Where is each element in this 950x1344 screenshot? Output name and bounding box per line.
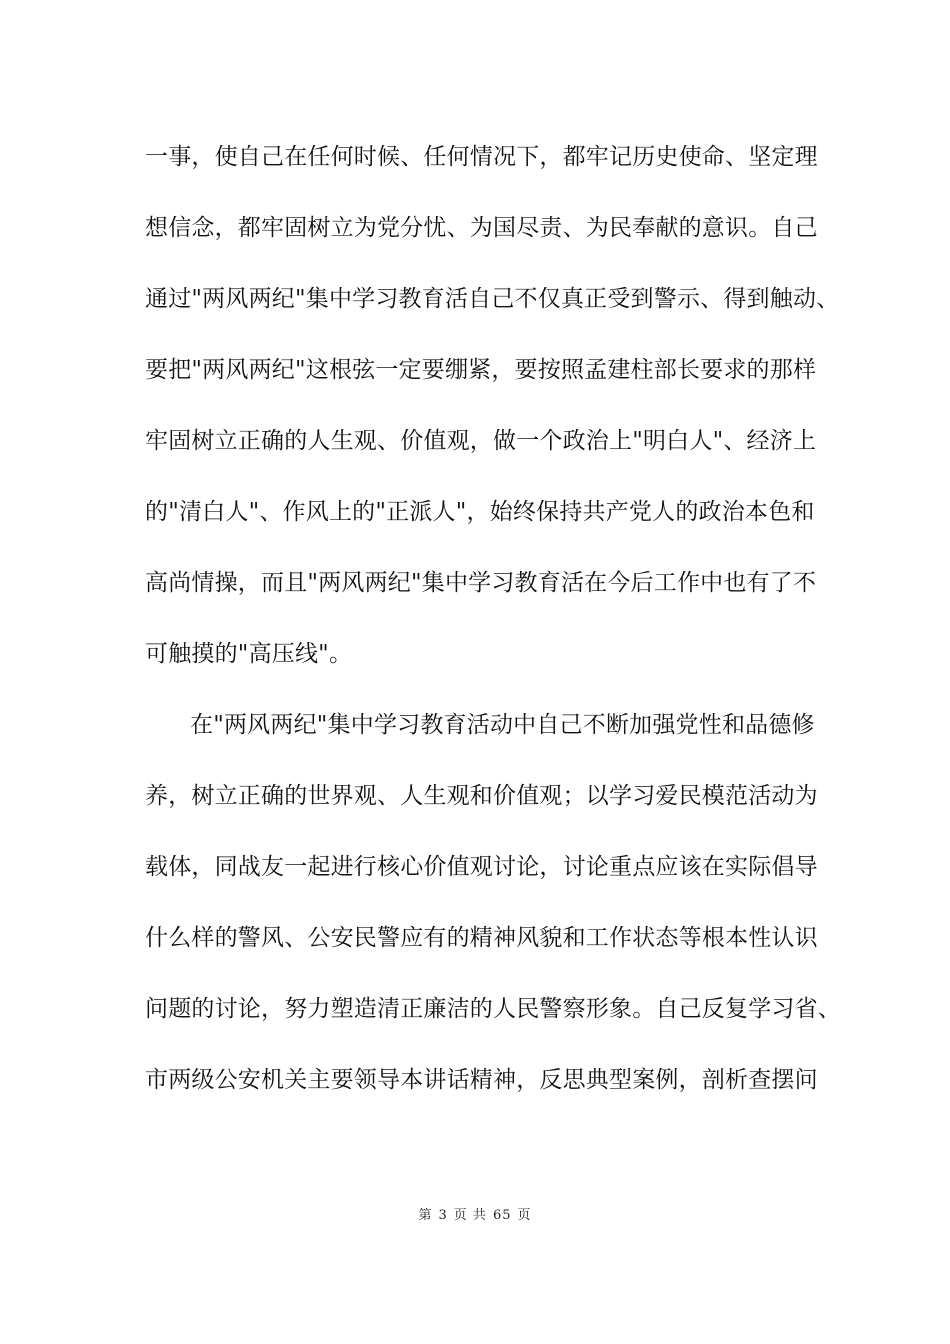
paragraph-1-line-8: 可触摸的"高压线"。 — [145, 641, 353, 667]
current-page-number: 3 — [438, 1208, 448, 1223]
paragraph-2-line-2: 养，树立正确的世界观、人生观和价值观；以学习爱民模范活动为 — [145, 783, 818, 809]
paragraph-1-line-2: 想信念，都牢固树立为党分忧、为国尽责、为民奉献的意识。自己 — [145, 215, 818, 241]
paragraph-2-line-6: 市两级公安机关主要领导本讲话精神，反思典型案例，剖析查摆问 — [145, 1067, 818, 1093]
paragraph-1-line-1: 一事，使自己在任何时候、任何情况下，都牢记历史使命、坚定理 — [145, 144, 818, 170]
paragraph-1-line-5: 牢固树立正确的人生观、价值观，做一个政治上"明白人"、经济上 — [145, 428, 817, 454]
paragraph-1-line-6: 的"清白人"、作风上的"正派人"，始终保持共产党人的政治本色和 — [145, 499, 815, 525]
page-number-footer — [0, 1206, 950, 1226]
page-label-mid: 页 共 — [453, 1208, 487, 1223]
paragraph-1-line-3: 通过"两风两纪"集中学习教育活自己不仅真正受到警示、得到触动、 — [145, 286, 840, 312]
paragraph-1-line-4: 要把"两风两纪"这根弦一定要绷紧，要按照孟建柱部长要求的那样 — [145, 357, 817, 383]
paragraph-2-line-4: 什么样的警风、公安民警应有的精神风貌和工作状态等根本性认识 — [145, 925, 818, 951]
total-pages-number: 65 — [492, 1208, 512, 1223]
page-label-prefix: 第 — [418, 1208, 433, 1223]
paragraph-2-line-3: 载体，同战友一起进行核心价值观讨论，讨论重点应该在实际倡导 — [145, 854, 818, 880]
paragraph-2-line-5: 问题的讨论，努力塑造清正廉洁的人民警察形象。自己反复学习省、 — [145, 996, 841, 1022]
paragraph-2-line-1: 在"两风两纪"集中学习教育活动中自己不断加强党性和品德修 — [190, 712, 815, 738]
page-label-suffix: 页 — [517, 1208, 532, 1223]
paragraph-1-line-7: 高尚情操，而且"两风两纪"集中学习教育活在今后工作中也有了不 — [145, 570, 817, 596]
